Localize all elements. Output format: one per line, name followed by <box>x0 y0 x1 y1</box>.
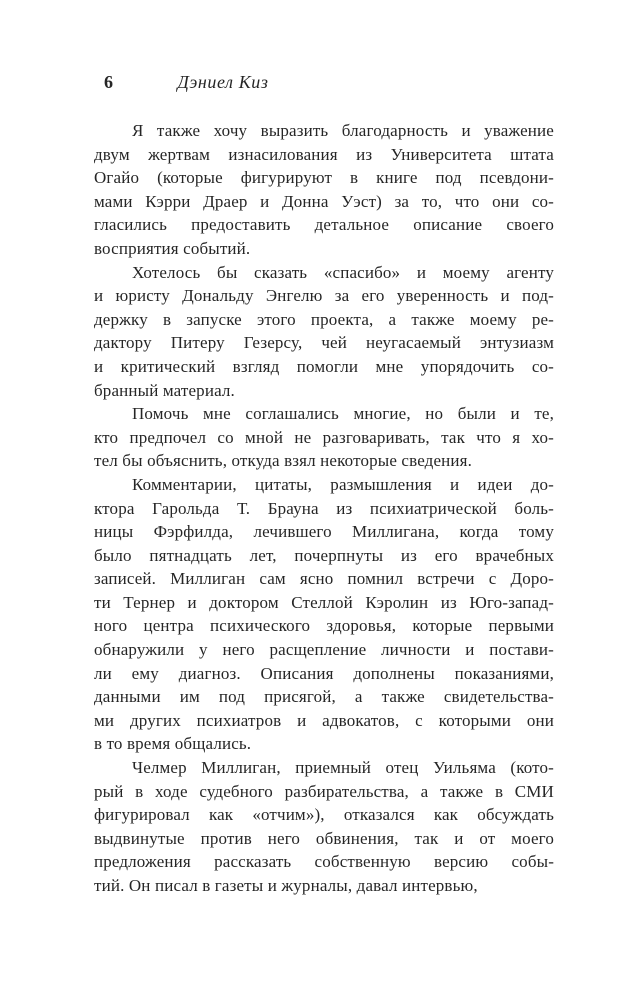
text-line: двум жертвам изнасилования из Университета штата <box>94 144 554 164</box>
text-line: фигурировал как «отчим»), отказался как обсуждать <box>94 805 554 825</box>
text-line: тий. Он писал в газеты и журналы, давал интервью, <box>94 876 478 895</box>
text-line: кто предпочел со мной не разговаривать, так что я хо- <box>94 427 554 447</box>
text-line: и критический взгляд помогли мне упорядочить со- <box>94 356 554 376</box>
text-line: Помочь мне соглашались многие, но были и те, <box>132 404 554 424</box>
text-line: ли ему диагноз. Описания дополнены показаниями, <box>94 663 554 683</box>
text-line: гласились предоставить детальное описание своего <box>94 215 554 235</box>
text-line: и юристу Дональду Энгелю за его уверенность и под- <box>94 286 554 306</box>
text-line: Хотелось бы сказать «спасибо» и моему агенту <box>132 262 554 282</box>
text-line: дактору Питеру Гезерсу, чей неугасаемый энтузиазм <box>94 333 554 353</box>
text-line: Огайо (которые фигурируют в книге под псевдони- <box>94 168 554 188</box>
text-line: восприятия событий. <box>94 238 251 258</box>
text-line: рый в ходе судебного разбирательства, а также в СМИ <box>94 781 554 801</box>
text-line: Я также хочу выразить благодарность и уважение <box>132 121 554 140</box>
text-line: ктора Гарольда Т. Брауна из психиатрической боль- <box>94 498 554 518</box>
text-line: держку в запуске этого проекта, а также моему ре- <box>94 309 554 329</box>
text-line: выдвинутые против него обвинения, так и от моего <box>94 828 554 848</box>
text-line: тел бы объяснить, откуда взял некоторые сведения. <box>94 451 473 471</box>
text-line: данными им под присягой, а также свидетельства- <box>94 687 554 707</box>
text-line: было пятнадцать лет, почерпнуты из его врачебных <box>94 545 554 565</box>
running-header <box>104 72 554 93</box>
running-title: Дэниел Киз <box>177 72 269 92</box>
text-line: записей. Миллиган сам ясно помнил встречи с Доро- <box>94 569 554 589</box>
text-line: ного центра психического здоровья, которые первыми <box>94 616 554 636</box>
page-number: 6 <box>104 72 114 92</box>
text-line: Комментарии, цитаты, размышления и идеи до- <box>132 474 554 494</box>
text-line: Челмер Миллиган, приемный отец Уильяма (кото- <box>132 758 554 778</box>
text-line: бранный материал. <box>94 380 235 400</box>
text-line: обнаружили у него расщепление личности и постави- <box>94 640 554 660</box>
text-line: мами Кэрри Драер и Донна Уэст) за то, что они со- <box>94 191 554 211</box>
text-line: в то время общались. <box>94 734 252 754</box>
text-line: ти Тернер и доктором Стеллой Кэролин из Юго-запад- <box>94 592 554 612</box>
body-text <box>94 119 554 898</box>
text-line: ницы Фэрфилда, лечившего Миллигана, когда тому <box>94 522 554 542</box>
text-line: ми других психиатров и адвокатов, с которыми они <box>94 710 554 730</box>
text-line: предложения рассказать собственную версию собы- <box>94 852 554 872</box>
